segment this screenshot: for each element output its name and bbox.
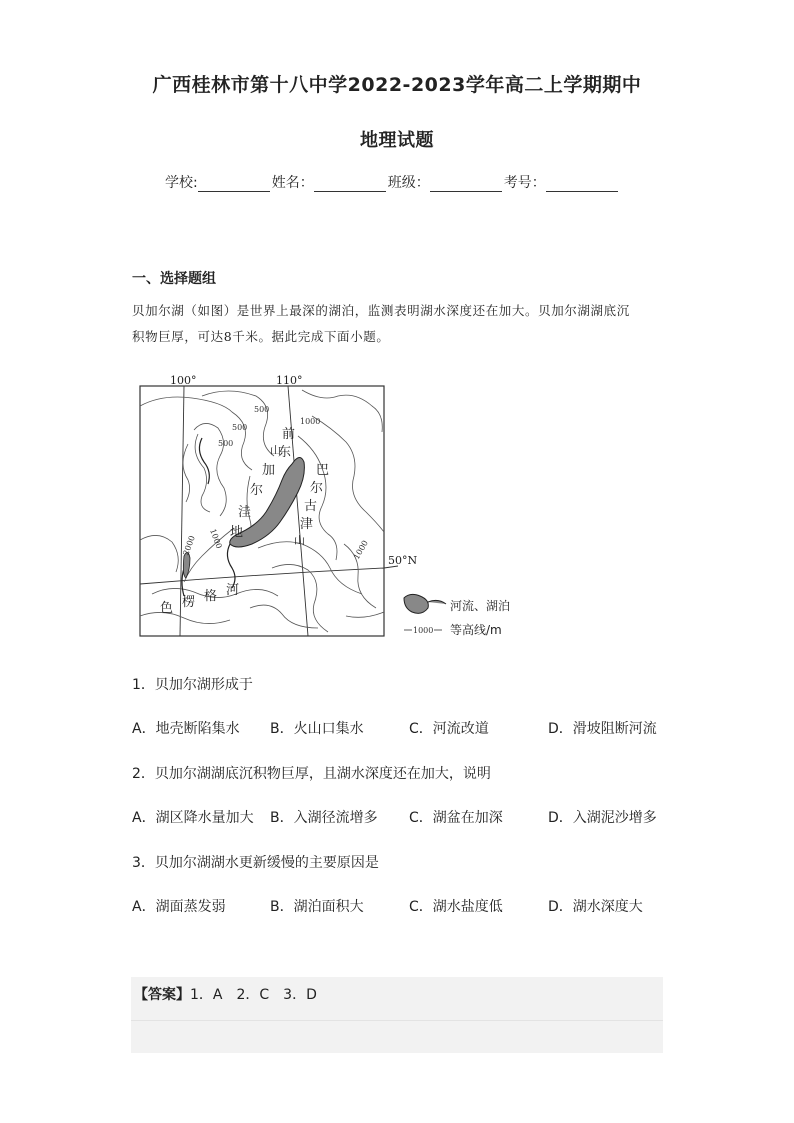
- intro-line-1: 贝加尔湖（如图）是世界上最深的湖泊，监测表明湖水深度还在加大。贝加尔湖湖底沉: [132, 303, 630, 318]
- place-char-shan1: 山: [270, 444, 281, 457]
- answer-divider: [131, 1020, 663, 1021]
- contour-label: 1000: [351, 538, 370, 561]
- place-char-ba: 巴: [316, 463, 330, 478]
- place-char-er: 尔: [250, 483, 264, 498]
- answer-row: [134, 984, 317, 1004]
- question-3-stem: 3．贝加尔湖湖水更新缓慢的主要原因是: [132, 855, 379, 871]
- q1-option-a[interactable]: A．地壳断陷集水: [132, 721, 240, 737]
- q3-option-d[interactable]: D．湖水深度大: [548, 899, 643, 915]
- place-char-he: 河: [226, 583, 240, 598]
- answer-label: 【答案】: [134, 987, 190, 1003]
- school-label: 学校:: [165, 175, 198, 191]
- contour-label: 500: [218, 439, 234, 448]
- rivers: [182, 438, 235, 596]
- map-frame: [140, 386, 384, 636]
- question-1-stem: 1．贝加尔湖形成于: [132, 677, 253, 693]
- q2-option-a[interactable]: A．湖区降水量加大: [132, 810, 254, 826]
- class-blank[interactable]: [430, 175, 502, 192]
- lat-label-50n: 50°N: [388, 554, 418, 567]
- answer-text: 1．A 2．C 3．D: [190, 987, 317, 1003]
- exam-title-line2: 地理试题: [360, 130, 434, 151]
- student-info-row: [165, 172, 620, 192]
- place-char-dong: 东: [278, 445, 292, 460]
- q1-option-d[interactable]: D．滑坡阻断河流: [548, 721, 657, 737]
- place-char-wa: 洼: [238, 505, 252, 520]
- class-label: 班级：: [387, 175, 430, 191]
- school-blank[interactable]: [198, 175, 270, 192]
- place-char-di: 地: [230, 525, 244, 540]
- q1-option-b[interactable]: B．火山口集水: [270, 721, 364, 737]
- exam-number-label: 考号：: [503, 175, 546, 191]
- name-blank[interactable]: [314, 175, 386, 192]
- baikal-map: [132, 372, 532, 640]
- question-2-stem: 2．贝加尔湖湖底沉积物巨厚，且湖水深度还在加大，说明: [132, 766, 491, 782]
- place-char-er2: 尔: [310, 481, 324, 496]
- place-char-ge: 格: [204, 589, 218, 604]
- parallel-50n: [140, 566, 398, 584]
- place-char-jia: 加: [262, 463, 276, 478]
- legend-contour-label: 等高线/m: [450, 623, 502, 637]
- q2-option-d[interactable]: D．入湖泥沙增多: [548, 810, 657, 826]
- legend-contour-sample: 1000: [413, 626, 434, 635]
- lon-label-110: 110°: [276, 374, 303, 387]
- q1-option-c[interactable]: C．河流改道: [409, 721, 489, 737]
- place-char-leng: 楞: [182, 595, 196, 610]
- exam-title-line1: 广西桂林市第十八中学2022-2023学年高二上学期期中: [152, 74, 642, 96]
- name-label: 姓名：: [271, 175, 314, 191]
- intro-line-2: 积物巨厚，可达8千米。据此完成下面小题。: [132, 329, 390, 344]
- place-char-se: 色: [160, 601, 174, 616]
- question-intro: [132, 298, 664, 350]
- exam-number-blank[interactable]: [546, 175, 618, 192]
- place-char-gu: 古: [304, 499, 318, 514]
- legend-lake-swatch: [404, 594, 446, 613]
- q3-option-a[interactable]: A．湖面蒸发弱: [132, 899, 226, 915]
- place-char-jin: 津: [300, 517, 314, 532]
- q3-option-b[interactable]: B．湖泊面积大: [270, 899, 364, 915]
- q3-option-c[interactable]: C．湖水盐度低: [409, 899, 503, 915]
- contour-lines: [140, 390, 384, 632]
- contour-label: 500: [254, 405, 270, 414]
- place-char-qian: 前: [282, 427, 296, 442]
- contour-label: 1000: [300, 417, 321, 426]
- contour-label: 1000: [208, 527, 224, 550]
- q2-option-c[interactable]: C．湖盆在加深: [409, 810, 503, 826]
- section-title: 一、选择题组: [132, 271, 216, 287]
- lon-label-100: 100°: [170, 374, 197, 387]
- contour-label: 500: [232, 423, 248, 432]
- q2-option-b[interactable]: B．入湖径流增多: [270, 810, 378, 826]
- place-char-shan2: 山: [294, 534, 305, 547]
- legend-lake-label: 河流、湖泊: [450, 599, 511, 613]
- contour-label: 2000: [181, 534, 197, 557]
